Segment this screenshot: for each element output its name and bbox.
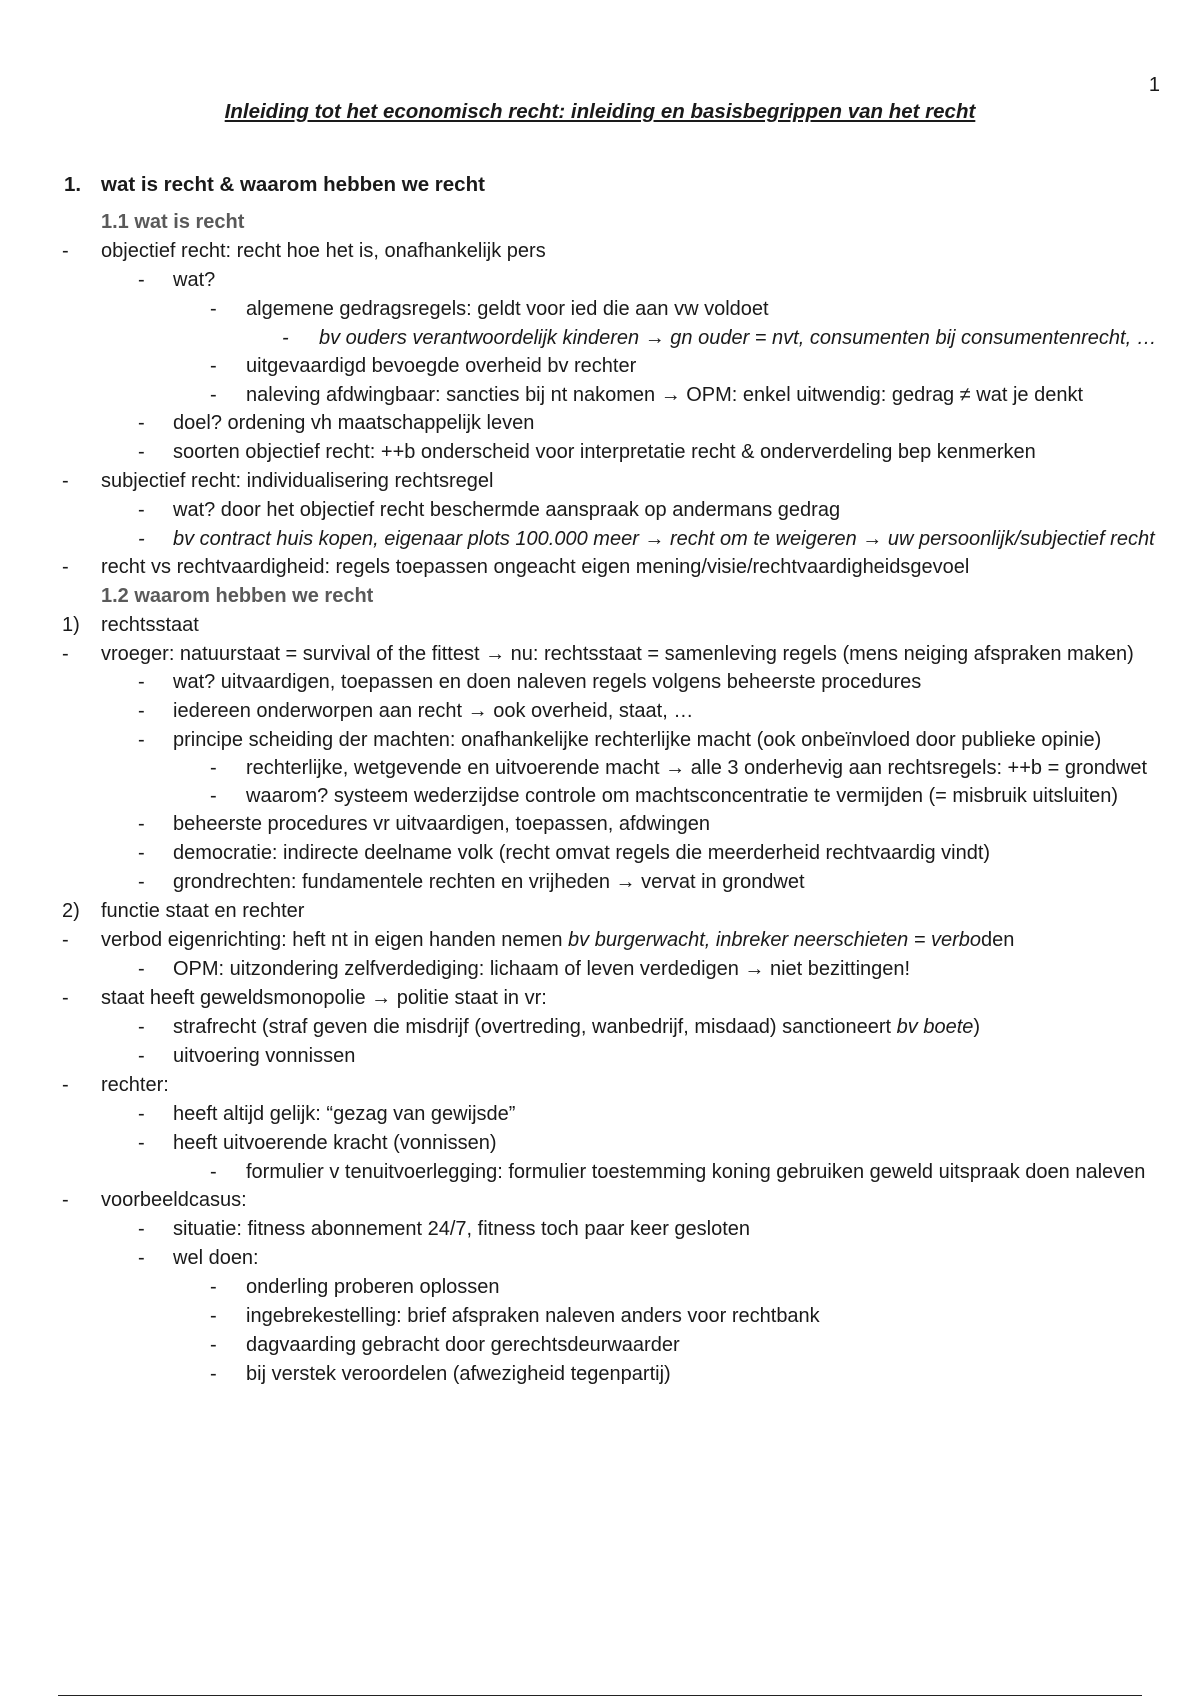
text-segment: objectief recht: recht hoe het is, onafhankelijk pers — [101, 240, 546, 262]
list-item-text — [101, 926, 1165, 955]
list-marker: - — [210, 757, 217, 779]
list-item — [0, 810, 1200, 839]
text-segment: wat? uitvaardigen, toepassen en doen naleven regels volgens beheerste procedures — [173, 671, 922, 693]
list-marker: - — [62, 556, 69, 578]
list-item-text — [101, 467, 1165, 496]
list-item-text — [101, 237, 1165, 266]
list-item — [0, 868, 1200, 897]
list-marker: - — [138, 1045, 145, 1067]
list-item-text — [101, 170, 1165, 199]
text-segment: OPM: uitzondering zelfverdediging: lichaam of leven verdedigen → niet bezittingen! — [173, 958, 911, 980]
list-item — [0, 754, 1200, 782]
list-item — [0, 496, 1200, 525]
text-segment: dagvaarding gebracht door gerechtsdeurwaarder — [246, 1334, 680, 1356]
list-marker: - — [62, 643, 69, 665]
list-item-text — [246, 754, 1165, 782]
list-item-text — [246, 1273, 1165, 1302]
list-marker: - — [62, 1074, 69, 1096]
list-item-text — [101, 582, 1165, 611]
list-item — [0, 1129, 1200, 1158]
text-segment: iedereen onderworpen aan recht → ook overheid, staat, … — [173, 700, 694, 722]
list-marker: - — [138, 441, 145, 463]
list-marker: - — [62, 240, 69, 262]
text-segment: onderling proberen oplossen — [246, 1276, 500, 1298]
list-item-text — [101, 553, 1165, 582]
text-segment: 1.2 waarom hebben we recht — [101, 585, 374, 607]
list-item-text — [173, 438, 1165, 467]
text-segment: recht vs rechtvaardigheid: regels toepassen ongeacht eigen mening/visie/rechtvaardigheidsgevoel — [101, 556, 970, 578]
text-segment: functie staat en rechter — [101, 900, 305, 922]
list-item — [0, 839, 1200, 868]
list-item-text — [246, 782, 1165, 810]
list-marker: - — [138, 1132, 145, 1154]
list-item-text — [173, 496, 1165, 525]
text-segment: grondrechten: fundamentele rechten en vrijheden → vervat in grondwet — [173, 871, 805, 893]
list-item-text — [101, 1186, 1165, 1215]
document-body — [0, 170, 1200, 1389]
list-marker: - — [210, 355, 217, 377]
list-item — [0, 1215, 1200, 1244]
list-marker: - — [62, 929, 69, 951]
text-segment: wat? door het objectief recht beschermde aanspraak op andermans gedrag — [173, 499, 841, 521]
text-segment: principe scheiding der machten: onafhankelijke rechterlijke macht (ook onbeïnvloed door publieke opinie) — [173, 729, 1102, 751]
list-item-text — [246, 295, 1165, 324]
list-item-text — [173, 726, 1165, 754]
list-item — [0, 926, 1200, 955]
list-item-text — [173, 525, 1165, 553]
list-marker: - — [138, 813, 145, 835]
list-marker: - — [210, 1276, 217, 1298]
list-item — [0, 726, 1200, 754]
list-marker: - — [138, 1103, 145, 1125]
text-segment: soorten objectief recht: ++b onderscheid voor interpretatie recht & onderverdeling bep kenmerken — [173, 441, 1036, 463]
text-segment: vroeger: natuurstaat = survival of the fittest → nu: rechtsstaat = samenleving regels (mens neiging afspraken maken) — [101, 643, 1134, 665]
list-item — [0, 1360, 1200, 1389]
list-marker: - — [282, 327, 289, 349]
list-item — [0, 1013, 1200, 1042]
text-segment: rechterlijke, wetgevende en uitvoerende macht → alle 3 onderhevig aan rechtsregels: ++b = grondwet — [246, 757, 1148, 779]
list-marker: - — [138, 842, 145, 864]
list-item-text — [173, 266, 1165, 295]
list-marker: - — [138, 671, 145, 693]
list-marker: - — [138, 1016, 145, 1038]
text-segment: voorbeeldcasus: — [101, 1189, 247, 1211]
text-segment: wel doen: — [173, 1247, 259, 1269]
list-marker: - — [138, 1218, 145, 1240]
text-segment: democratie: indirecte deelname volk (recht omvat regels die meerderheid rechtvaardig vindt) — [173, 842, 991, 864]
list-item — [0, 381, 1200, 409]
list-marker: - — [210, 384, 217, 406]
list-item-text — [173, 1042, 1165, 1071]
text-segment: rechter: — [101, 1074, 169, 1096]
text-segment: den — [981, 929, 1015, 951]
list-marker: - — [138, 958, 145, 980]
text-segment: subjectief recht: individualisering rechtsregel — [101, 470, 494, 492]
list-marker: - — [210, 298, 217, 320]
list-marker: 2) — [62, 900, 80, 922]
list-item-text — [101, 640, 1165, 668]
list-item — [0, 697, 1200, 726]
list-marker: - — [138, 700, 145, 722]
list-marker: - — [138, 1247, 145, 1269]
text-segment: situatie: fitness abonnement 24/7, fitness toch paar keer gesloten — [173, 1218, 751, 1240]
list-item — [0, 1331, 1200, 1360]
text-segment: ) — [973, 1016, 981, 1038]
list-item — [0, 1186, 1200, 1215]
list-item-text — [173, 409, 1165, 438]
list-marker: - — [62, 470, 69, 492]
list-item — [0, 984, 1200, 1013]
list-item — [0, 1302, 1200, 1331]
list-item — [0, 955, 1200, 984]
list-item-text — [173, 697, 1165, 726]
list-item — [0, 640, 1200, 668]
list-item — [0, 553, 1200, 582]
text-segment: bv contract huis kopen, eigenaar plots 100.000 meer → recht om te weigeren → uw persoonlijk/subjectief recht — [173, 528, 1155, 550]
list-marker: 1. — [64, 173, 82, 196]
list-marker: - — [210, 1305, 217, 1327]
list-item — [0, 611, 1200, 640]
list-marker: - — [138, 269, 145, 291]
footer-divider — [58, 1695, 1142, 1696]
text-segment: bv ouders verantwoordelijk kinderen → gn ouder = nvt, consumenten bij consumentenrecht, … — [319, 327, 1157, 349]
section-heading — [0, 170, 1200, 199]
list-item — [0, 467, 1200, 496]
list-item-text — [101, 208, 1165, 237]
list-item — [0, 1244, 1200, 1273]
list-item-text — [246, 1158, 1165, 1186]
list-item — [0, 409, 1200, 438]
text-segment: formulier v tenuitvoerlegging: formulier toestemming koning gebruiken geweld uitspraak doen naleven — [246, 1161, 1146, 1183]
list-marker: - — [138, 412, 145, 434]
text-segment: bij verstek veroordelen (afwezigheid tegenpartij) — [246, 1363, 671, 1385]
text-segment: 1.1 wat is recht — [101, 211, 245, 233]
list-item — [0, 782, 1200, 810]
list-marker: - — [210, 785, 217, 807]
list-item — [0, 1071, 1200, 1100]
list-item-text — [173, 839, 1165, 868]
list-marker: - — [138, 528, 145, 550]
text-segment: doel? ordening vh maatschappelijk leven — [173, 412, 535, 434]
list-item-text — [173, 1100, 1165, 1129]
list-item — [0, 525, 1200, 553]
text-segment: beheerste procedures vr uitvaardigen, toepassen, afdwingen — [173, 813, 711, 835]
list-item-text — [101, 984, 1165, 1013]
list-item-text — [173, 1129, 1165, 1158]
list-marker: - — [210, 1334, 217, 1356]
list-marker: 1) — [62, 614, 80, 636]
text-segment: ingebrekestelling: brief afspraken naleven anders voor rechtbank — [246, 1305, 820, 1327]
list-item — [0, 352, 1200, 381]
list-item-text — [101, 1071, 1165, 1100]
list-item — [0, 438, 1200, 467]
list-item-text — [173, 1215, 1165, 1244]
list-item-text — [246, 352, 1165, 381]
text-segment: heeft altijd gelijk: “gezag van gewijsde” — [173, 1103, 516, 1125]
list-item — [0, 668, 1200, 697]
subsection-heading — [0, 208, 1200, 237]
list-marker: - — [62, 987, 69, 1009]
text-segment: strafrecht (straf geven die misdrijf (overtreding, wanbedrijf, misdaad) sanctioneert — [173, 1016, 892, 1038]
text-segment: wat is recht & waarom hebben we recht — [101, 173, 485, 196]
text-segment: uitvoering vonnissen — [173, 1045, 356, 1067]
document-title: Inleiding tot het economisch recht: inleiding en basisbegrippen van het recht — [224, 100, 976, 123]
page-number: 1 — [1148, 74, 1160, 96]
list-item-text — [101, 897, 1165, 926]
list-marker: - — [62, 1189, 69, 1211]
list-item-text — [246, 1302, 1165, 1331]
list-item — [0, 295, 1200, 324]
list-marker: - — [138, 729, 145, 751]
text-segment: uitgevaardigd bevoegde overheid bv rechter — [246, 355, 637, 377]
text-segment: algemene gedragsregels: geldt voor ied die aan vw voldoet — [246, 298, 769, 320]
subsection-heading — [0, 582, 1200, 611]
list-item-text — [173, 810, 1165, 839]
text-segment: naleving afdwingbaar: sancties bij nt nakomen → OPM: enkel uitwendig: gedrag ≠ wat je denkt — [246, 384, 1084, 406]
text-segment: heeft uitvoerende kracht (vonnissen) — [173, 1132, 497, 1154]
list-item — [0, 1042, 1200, 1071]
list-marker: - — [138, 499, 145, 521]
list-item-text — [173, 668, 1165, 697]
list-item-text — [319, 324, 1165, 352]
list-item-text — [246, 1360, 1165, 1389]
list-marker: - — [210, 1161, 217, 1183]
text-segment: staat heeft geweldsmonopolie → politie staat in vr: — [101, 987, 547, 1009]
text-segment: waarom? systeem wederzijdse controle om machtsconcentratie te vermijden (= misbruik uitsluiten) — [246, 785, 1119, 807]
list-item — [0, 1158, 1200, 1186]
list-item-text — [173, 1244, 1165, 1273]
text-segment: wat? — [173, 269, 216, 291]
list-item-text — [246, 1331, 1165, 1360]
list-item-text — [173, 868, 1165, 897]
text-segment: verbod eigenrichting: heft nt in eigen handen nemen — [101, 929, 563, 951]
list-item-text — [101, 611, 1165, 640]
list-item-text — [173, 955, 1165, 984]
list-item-text — [173, 1013, 1165, 1042]
list-item — [0, 266, 1200, 295]
list-marker: - — [210, 1363, 217, 1385]
text-segment: rechtsstaat — [101, 614, 199, 636]
list-item — [0, 1100, 1200, 1129]
italic-example: bv burgerwacht, inbreker neerschieten = verbo — [568, 929, 982, 951]
list-item — [0, 237, 1200, 266]
list-item — [0, 1273, 1200, 1302]
list-item — [0, 324, 1200, 352]
list-marker: - — [138, 871, 145, 893]
list-item-text — [246, 381, 1165, 409]
list-item — [0, 897, 1200, 926]
italic-example: bv boete — [896, 1016, 974, 1038]
